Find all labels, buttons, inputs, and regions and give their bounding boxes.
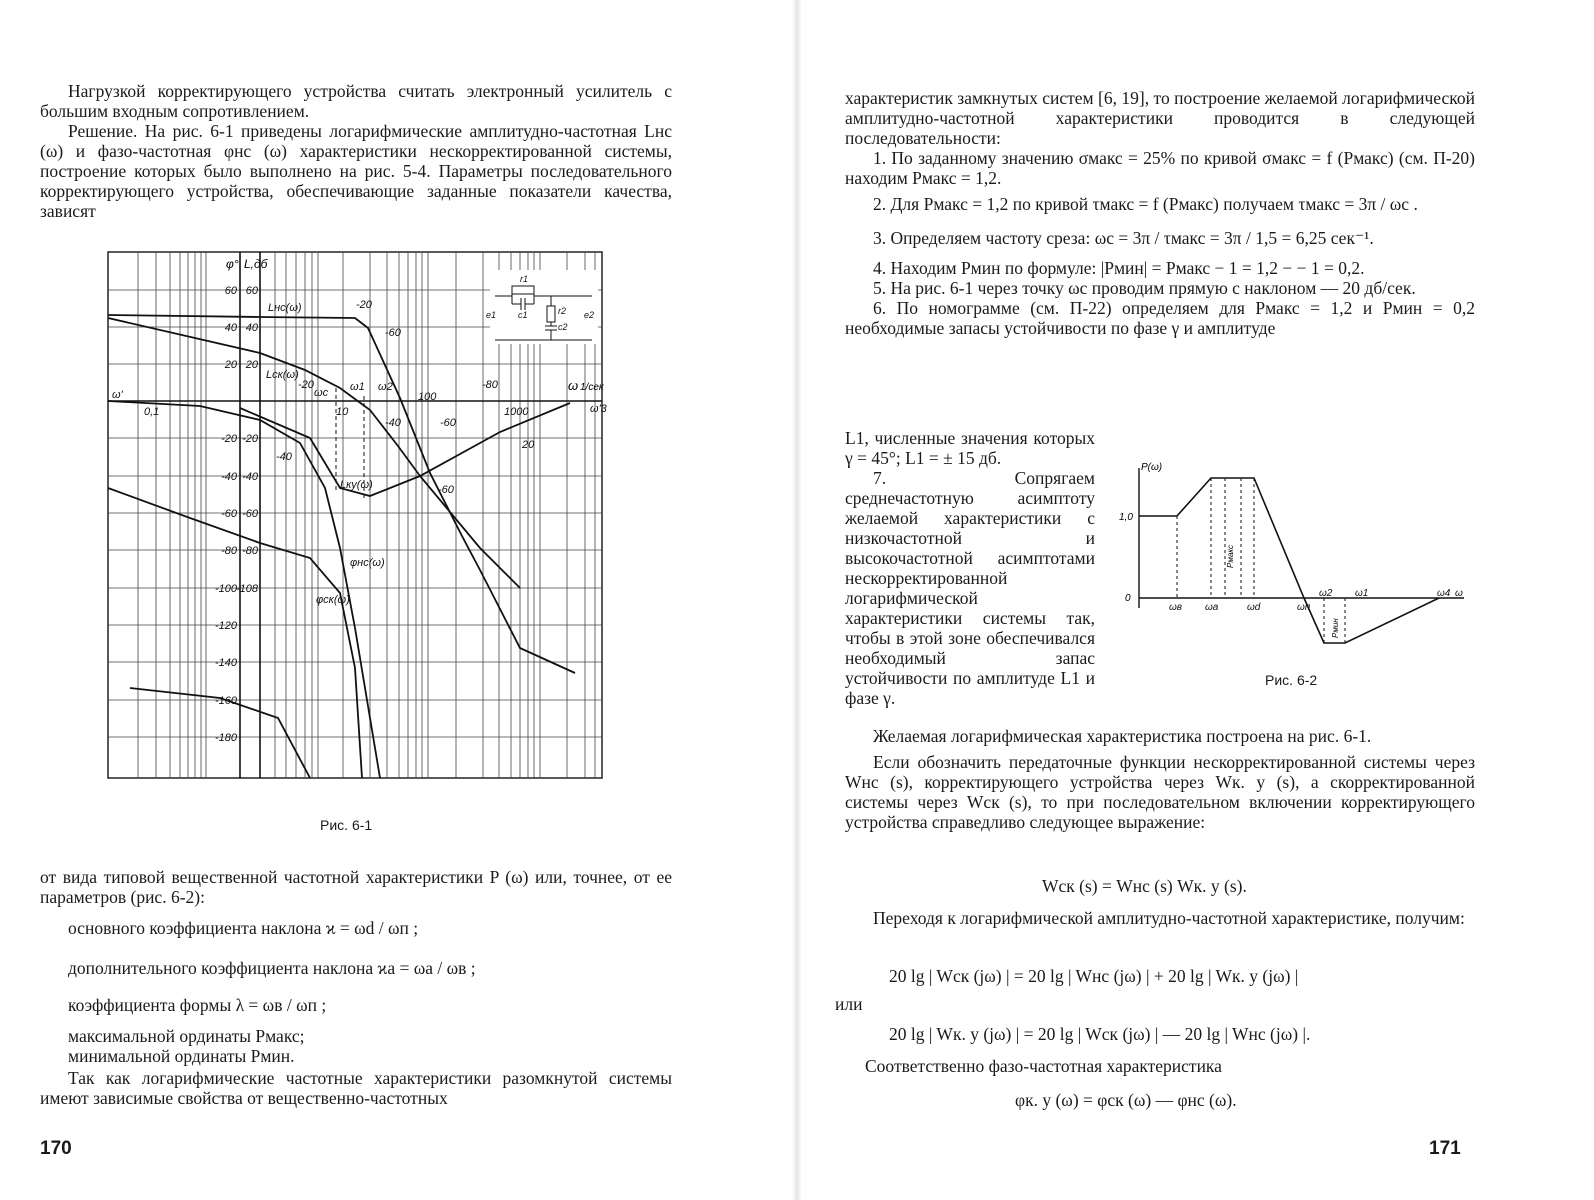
omega-2: ω2: [378, 381, 393, 393]
left-paragraph-2: Решение. На рис. 6-1 приведены логарифмические амплитудно-частотная Lнс (ω) и фазо-частотная φнс (ω) характеристики нескорректированной системы, построение которых было выполнено на рис. 5-4. Параметры последовательного корректирующего устройства, обеспечивающие заданные показатели качества, зависят: [40, 121, 672, 221]
right-paragraph-2: Желаемая логарифмическая характеристика построена на рис. 6-1.: [873, 726, 1372, 746]
right-paragraph-4-box: [845, 908, 1475, 928]
figure-6-2-caption: Рис. 6-2: [1265, 672, 1318, 688]
right-paragraph-1: характеристик замкнутых систем [6, 19], то построение желаемой логарифмической амплитудно-частотной характеристики проводится в следующей последовательности:: [845, 88, 1475, 148]
label-r2: r2: [558, 306, 567, 316]
y-left-40: 40: [224, 322, 237, 334]
left-text-bottom: [40, 867, 672, 907]
slope-5: -60: [440, 417, 456, 429]
left-paragraph-4-text: Так как логарифмические частотные характеристики разомкнутой системы имеют зависимые свойства от вещественно-частотных: [40, 1068, 672, 1108]
tick-1-0: 1,0: [1119, 512, 1133, 523]
curve-L-nc-line: [108, 315, 575, 673]
step-4: 4. Находим Pмин по формуле: |Pмин| = Pмакс − 1 = 1,2 − − 1 = 0,2.: [873, 258, 1365, 278]
y-right-20: 20: [245, 359, 258, 371]
mark-omega-a: ωа: [1205, 602, 1219, 613]
label-L-nc: Lнс(ω): [268, 302, 302, 314]
mark-omega-4: ω4: [1437, 588, 1451, 599]
equation-3: 20 lg | Wк. у (jω) | = 20 lg | Wск (jω) | — 20 lg | Wнс (jω) |.: [889, 1024, 1311, 1044]
x-labels: [144, 391, 529, 418]
step-7: 7. Сопрягаем среднечастотную асимптоту желаемой характеристики с низкочастотной и высокочастотной асимптотами нескорректированной логарифмической характеристики системы так, чтобы в этой зоне обеспечивался необходимый запас устойчивости по амплитуде L1 и фазе γ.: [845, 468, 1095, 708]
mark-omega-1: ω1: [1355, 588, 1369, 599]
left-paragraph-1: Нагрузкой корректирующего устройства считать электронный усилитель с большим входным сопротивлением.: [40, 81, 672, 121]
y-left-labels: [215, 285, 238, 744]
p-max-label: Pмакс: [1226, 545, 1235, 568]
y-left-20: 20: [224, 359, 237, 371]
x-label-100: 100: [418, 391, 437, 403]
omega-unit-label: 1/сек: [580, 382, 604, 393]
omega-1: ω1: [350, 381, 365, 393]
tick-0: 0: [1125, 593, 1131, 604]
equation-4: φк. у (ω) = φск (ω) — φнс (ω).: [1015, 1090, 1237, 1110]
word-or: или: [835, 994, 863, 1014]
y-left-m160: -160: [214, 695, 237, 707]
axis-phi-label: φ°: [226, 257, 239, 271]
slope-7: -40: [276, 451, 292, 463]
param-1: основного коэффициента наклона ϰ = ωd / ωп ;: [68, 918, 419, 938]
y-right-m80: -80: [242, 545, 258, 557]
left-paragraph-4: [40, 1068, 672, 1108]
y-left-m120: -120: [214, 620, 237, 632]
y-right-m20: -20: [242, 433, 258, 445]
slope-3: -20: [298, 379, 314, 391]
param-5: минимальной ординаты Pмин.: [68, 1046, 295, 1066]
figure-6-1-caption: Рис. 6-1: [320, 817, 373, 833]
label-e1: e1: [486, 310, 497, 320]
right-text-narrow: [845, 428, 1095, 708]
label-phi-nc: φнс(ω): [350, 557, 385, 569]
y-left-m20: -20: [221, 433, 237, 445]
slope-9: -60: [438, 484, 454, 496]
left-paragraph-3: от вида типовой вещественной частотной характеристики P (ω) или, точнее, от ее параметров (рис. 6-2):: [40, 867, 672, 907]
omega-3: ω'3: [590, 403, 607, 415]
right-paragraph-4: Переходя к логарифмической амплитудно-частотной характеристике, получим:: [873, 908, 1465, 928]
slope-2: -60: [385, 327, 401, 339]
curves: [108, 315, 575, 778]
equation-1: Wск (s) = Wнс (s) Wк. у (s).: [1042, 876, 1247, 896]
y-left-m60: -60: [221, 508, 237, 520]
mark-omega-axis: ω: [1455, 588, 1463, 599]
y-right-40: 40: [245, 322, 258, 334]
right-paragraph-5: Соответственно фазо-частотная характеристика: [865, 1056, 1222, 1076]
omega-axis-label: ω: [568, 378, 579, 393]
y-left-60: 60: [224, 285, 237, 297]
label-e2: e2: [584, 310, 595, 320]
fig62-marks: [1169, 588, 1463, 613]
y-right-60: 60: [245, 285, 258, 297]
slope-1: -20: [356, 299, 372, 311]
axis-L-label: L,дб: [244, 257, 268, 271]
label-c1: c1: [518, 310, 528, 320]
mark-omega-b: ωв: [1169, 602, 1183, 613]
param-2: дополнительного коэффициента наклона ϰa = ωa / ωв ;: [68, 958, 476, 978]
right-text-top: [845, 88, 1475, 338]
right-page: [797, 0, 1594, 1200]
right-paragraph-3: Если обозначить передаточные функции нескорректированной системы через Wнс (s), корректирующего устройства через Wк. у (s), а скорректированной системы через Wск (s), то при последовательном включении корректирующего устройства справедливо следующее выражение:: [845, 752, 1475, 832]
y-right-m108: -108: [235, 583, 258, 595]
step-6-a: 6. По номограмме (см. П-22) определяем для Pмакс = 1,2 и Pмин = 0,2 необходимые запасы устойчивости по фазе γ и амплитуде: [845, 298, 1475, 338]
y-left-m100: -100: [214, 583, 237, 595]
omega-prime: ω': [112, 389, 123, 401]
param-4: максимальной ординаты Pмакс;: [68, 1026, 305, 1046]
slope-8: 20: [522, 439, 535, 451]
x-label-1000: 1000: [504, 406, 529, 418]
p-axis-label: P(ω): [1141, 462, 1163, 473]
step-1: 1. По заданному значению σмакс = 25% по кривой σмакс = f (Pмакс) (см. П-20) находим Pмакс = 1,2.: [845, 148, 1475, 188]
figure-6-1: [100, 248, 610, 783]
label-L-ky: Lку(ω): [340, 479, 373, 491]
slope-4: -40: [385, 417, 401, 429]
mark-omega-p: ωп: [1297, 602, 1311, 613]
left-text-top: [40, 81, 672, 221]
label-phi-ck: φск(ω): [316, 594, 350, 606]
omega-marks: [112, 381, 608, 415]
left-page-number: 170: [40, 1138, 72, 1159]
p-min-label: Pмин: [1331, 618, 1340, 638]
circuit-diagram: [490, 270, 598, 344]
right-page-number: 171: [1429, 1138, 1461, 1159]
y-right-m40: -40: [242, 471, 258, 483]
label-r1: r1: [520, 274, 529, 284]
omega-c: ωс: [314, 387, 329, 399]
y-left-m80: -80: [221, 545, 237, 557]
figure-6-2: [1119, 458, 1469, 653]
fig62-dashed: [1177, 478, 1345, 643]
mark-omega-d: ωd: [1247, 602, 1261, 613]
right-text-bottom: [845, 726, 1475, 832]
step-6-b: L1, численные значения которых γ = 45°; L1 = ± 15 дб.: [845, 428, 1095, 468]
label-L-ck: Lск(ω): [266, 369, 299, 381]
step-2: 2. Для Pмакс = 1,2 по кривой τмакс = f (Pмакс) получаем τмакс = 3π / ωс .: [873, 194, 1418, 214]
step-3: 3. Определяем частоту среза: ωс = 3π / τмакс = 3π / 1,5 = 6,25 сек⁻¹.: [873, 228, 1374, 248]
x-label-0-1: 0,1: [144, 406, 160, 418]
param-3: коэффициента формы λ = ωв / ωп ;: [68, 995, 327, 1015]
mark-omega-2: ω2: [1319, 588, 1333, 599]
step-5: 5. На рис. 6-1 через точку ωс проводим прямую с наклоном — 20 дб/сек.: [873, 278, 1416, 298]
y-left-m180: -180: [214, 732, 237, 744]
p-curve: [1139, 478, 1439, 643]
equation-2: 20 lg | Wск (jω) | = 20 lg | Wнс (jω) | + 20 lg | Wк. у (jω) |: [889, 966, 1299, 986]
y-left-m140: -140: [214, 657, 237, 669]
label-c2: c2: [558, 322, 568, 332]
y-right-m60: -60: [242, 508, 258, 520]
x-label-10: 10: [336, 406, 349, 418]
y-left-m40: -40: [221, 471, 237, 483]
slope-6: -80: [482, 379, 498, 391]
